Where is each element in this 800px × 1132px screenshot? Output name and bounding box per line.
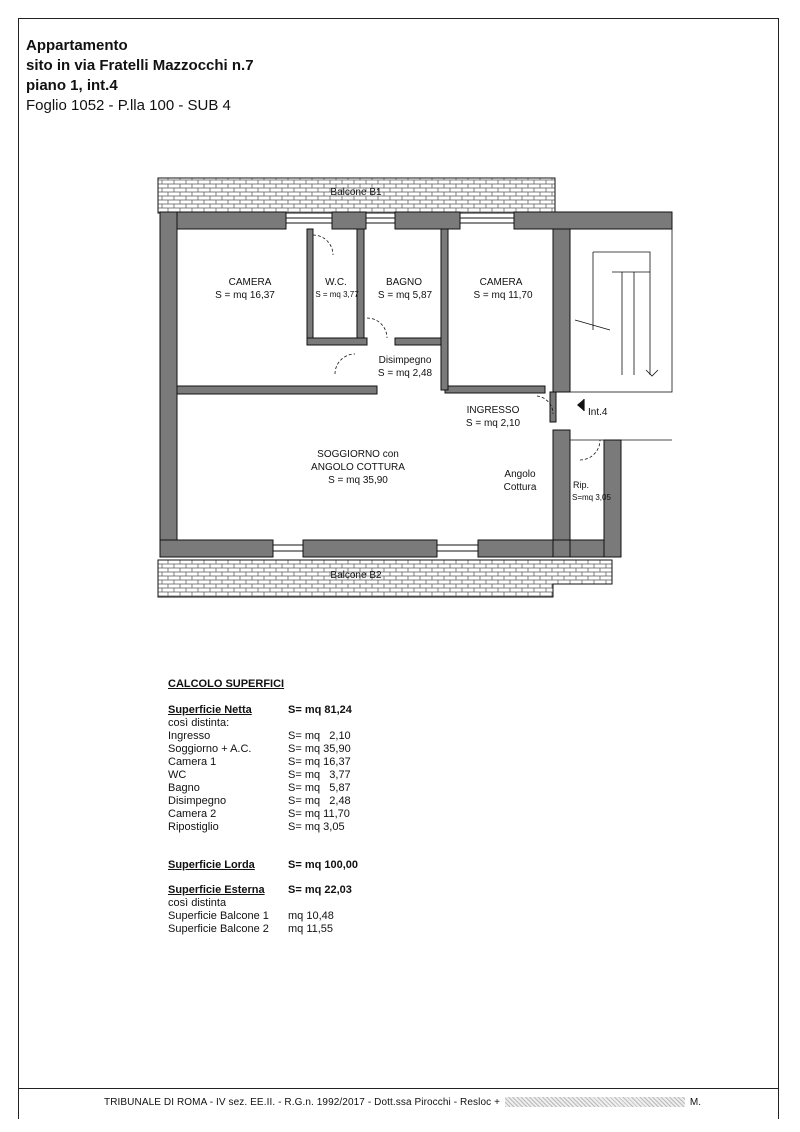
- balcone-label: Superficie Balcone 1: [168, 910, 269, 922]
- item-label: Soggiorno + A.C.: [168, 743, 252, 755]
- balcony-b1-label: Balcone B1: [330, 187, 382, 198]
- wc-name: W.C.: [325, 277, 347, 288]
- angolo-name-2: Cottura: [503, 482, 537, 493]
- disimpegno-name: Disimpegno: [378, 355, 432, 366]
- calcolo-title: CALCOLO SUPERFICI: [168, 678, 285, 690]
- item-value: S= mq 11,70: [288, 808, 350, 820]
- balcony-b2: [158, 560, 612, 597]
- redacted-block: [505, 1097, 685, 1107]
- item-label: Camera 2: [168, 808, 217, 820]
- netta-value: S= mq 81,24: [288, 704, 352, 716]
- lorda-value: S= mq 100,00: [288, 859, 359, 871]
- camera1-area: S = mq 16,37: [215, 290, 275, 301]
- staircase: [570, 229, 672, 440]
- lorda-label: Superficie Lorda: [168, 859, 255, 871]
- balcone-value: mq 10,48: [288, 910, 334, 922]
- item-label: Camera 1: [168, 756, 217, 768]
- rip-area: S=mq 3,05: [572, 493, 611, 502]
- header-floor: piano 1, int.4: [26, 77, 118, 94]
- item-value: S= mq 35,90: [288, 743, 351, 755]
- ingresso-name: INGRESSO: [466, 405, 520, 416]
- esterna-label: Superficie Esterna: [168, 884, 265, 896]
- netta-note: così distinta:: [168, 717, 230, 729]
- esterna-note: così distinta: [168, 897, 227, 909]
- bagno-area: S = mq 5,87: [377, 290, 433, 301]
- footer: [104, 1097, 701, 1108]
- item-label: Disimpegno: [168, 795, 227, 807]
- item-value: S= mq 16,37: [288, 756, 351, 768]
- header-cadastral: Foglio 1052 - P.lla 100 - SUB 4: [26, 97, 231, 114]
- item-label: Bagno: [168, 782, 200, 794]
- balcone-value: mq 11,55: [288, 923, 334, 935]
- camera1-name: CAMERA: [228, 277, 272, 288]
- rip-name: Rip.: [573, 480, 590, 490]
- item-value: S= mq 2,10: [288, 730, 351, 742]
- camera2-name: CAMERA: [479, 277, 523, 288]
- soggiorno-name-2: ANGOLO COTTURA: [311, 462, 405, 473]
- soggiorno-area: S = mq 35,90: [328, 475, 388, 486]
- angolo-name-1: Angolo: [504, 469, 536, 480]
- netta-label: Superficie Netta: [168, 704, 252, 716]
- ingresso-area: S = mq 2,10: [465, 418, 521, 429]
- wc-area: S = mq 3,77: [315, 290, 359, 299]
- item-value: S= mq 2,48: [288, 795, 351, 807]
- esterna-value: S= mq 22,03: [288, 884, 352, 896]
- entrance-arrow-icon: [577, 399, 584, 411]
- soggiorno-name-1: SOGGIORNO con: [317, 449, 399, 460]
- balcony-b2-label: Balcone B2: [330, 570, 382, 581]
- item-label: Ripostiglio: [168, 821, 219, 833]
- walls: [160, 212, 672, 557]
- camera2-area: S = mq 11,70: [473, 290, 533, 301]
- item-label: WC: [168, 769, 187, 781]
- balcone-label: Superficie Balcone 2: [168, 923, 269, 935]
- entrance-label: Int.4: [588, 407, 608, 418]
- disimpegno-area: S = mq 2,48: [377, 368, 433, 379]
- header-address: sito in via Fratelli Mazzocchi n.7: [26, 57, 254, 74]
- bagno-name: BAGNO: [385, 277, 423, 288]
- footer-text-left: TRIBUNALE DI ROMA - IV sez. EE.II. - R.G.n. 1992/2017 - Dott.ssa Pirocchi - Resloc +: [104, 1097, 501, 1108]
- item-value: S= mq 3,05: [288, 821, 345, 833]
- footer-text-right: M.: [689, 1097, 702, 1108]
- item-value: S= mq 3,77: [288, 769, 351, 781]
- item-label: Ingresso: [168, 730, 211, 742]
- item-value: S= mq 5,87: [288, 782, 351, 794]
- header-title: Appartamento: [26, 37, 128, 54]
